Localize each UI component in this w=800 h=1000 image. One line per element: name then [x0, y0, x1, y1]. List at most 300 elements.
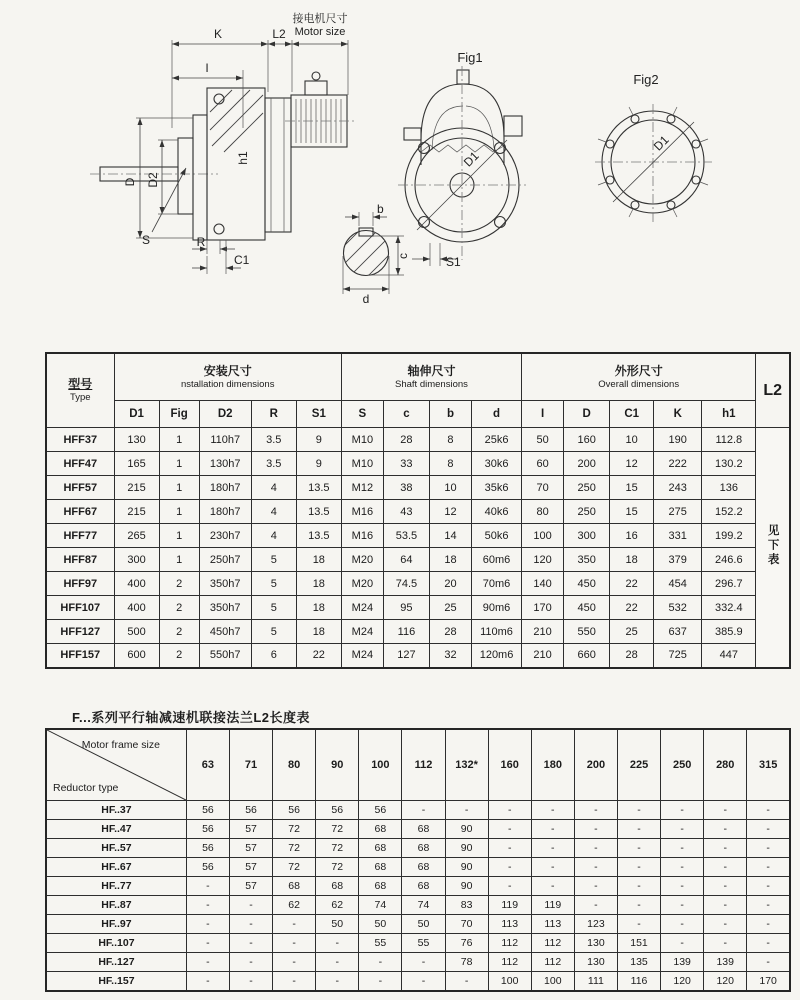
table-cell: 550: [564, 620, 610, 644]
table-cell: 90m6: [472, 596, 522, 620]
table-cell: 332.4: [702, 596, 756, 620]
table-cell: 454: [654, 572, 702, 596]
motor-size-label-en: Motor size: [294, 26, 346, 38]
table-cell: 68: [402, 858, 445, 877]
table-cell: 53.5: [383, 524, 429, 548]
table-cell: 152.2: [702, 500, 756, 524]
table-cell: 4: [251, 500, 296, 524]
table-cell: 120m6: [472, 644, 522, 668]
table-cell: M24: [341, 644, 383, 668]
table-cell: 165: [114, 452, 159, 476]
table-cell: -: [229, 953, 272, 972]
table-cell: -: [531, 858, 574, 877]
table-cell: M16: [341, 524, 383, 548]
table-cell: 12: [610, 452, 654, 476]
table-cell: -: [704, 839, 747, 858]
table-cell: 215: [114, 500, 159, 524]
table-cell: 60m6: [472, 548, 522, 572]
table-cell: 3.5: [251, 428, 296, 452]
table-cell: 28: [383, 428, 429, 452]
table-cell: -: [661, 858, 704, 877]
table-cell: 210: [522, 620, 564, 644]
table-cell: 72: [316, 858, 359, 877]
row-type-label: HF..77: [46, 877, 186, 896]
frame-size-132: 132*: [445, 729, 488, 801]
table-cell: 200: [564, 452, 610, 476]
row-type-label: HF..87: [46, 896, 186, 915]
table-cell: -: [273, 915, 316, 934]
table-cell: 12: [429, 500, 471, 524]
table-cell: 350h7: [199, 572, 251, 596]
table-cell: 120: [704, 972, 747, 991]
table-cell: 1: [159, 476, 199, 500]
table-cell: 2: [159, 572, 199, 596]
dim-label-l2: L2: [272, 27, 286, 41]
table-row: [46, 858, 790, 877]
fig1-dim-label-s1: S1: [446, 255, 461, 269]
frame-size-250: 250: [661, 729, 704, 801]
table-cell: 3.5: [251, 452, 296, 476]
row-type-label: HF..57: [46, 839, 186, 858]
frame-size-90: 90: [316, 729, 359, 801]
table-cell: -: [574, 877, 617, 896]
table-cell: 9: [296, 428, 341, 452]
fig2-drawing: [595, 72, 712, 222]
dim-label-i: I: [205, 61, 209, 75]
table-cell: 6: [251, 644, 296, 668]
table-cell: 5: [251, 572, 296, 596]
table-cell: -: [316, 953, 359, 972]
table-cell: 110h7: [199, 428, 251, 452]
table-cell: -: [273, 953, 316, 972]
table-cell: 2: [159, 620, 199, 644]
table-cell: M20: [341, 572, 383, 596]
l2-table-title: F...系列平行轴减速机联接法兰L2长度表: [72, 710, 311, 725]
table-cell: 20: [429, 572, 471, 596]
col-header-k: K: [654, 401, 702, 428]
table-cell: 18: [296, 572, 341, 596]
motor-frame-size-label: Motor frame size: [81, 739, 160, 751]
table-cell: 100: [531, 972, 574, 991]
table-cell: -: [273, 934, 316, 953]
table-cell: 78: [445, 953, 488, 972]
col-header-l2: L2: [756, 353, 790, 428]
table-cell: 246.6: [702, 548, 756, 572]
table-cell: -: [445, 801, 488, 820]
table-cell: 112.8: [702, 428, 756, 452]
col-header-d: d: [472, 401, 522, 428]
table-cell: 243: [654, 476, 702, 500]
fig1-dim-label-d1: D1: [460, 148, 482, 170]
table-cell: 151: [617, 934, 660, 953]
table-cell: 56: [186, 820, 229, 839]
table-cell: 56: [186, 858, 229, 877]
table-cell: 447: [702, 644, 756, 668]
table-cell: 110m6: [472, 620, 522, 644]
table-cell: 43: [383, 500, 429, 524]
table-cell: 4: [251, 476, 296, 500]
table-cell: 139: [661, 953, 704, 972]
table-cell: 600: [114, 644, 159, 668]
table-cell: -: [704, 934, 747, 953]
table-cell: -: [402, 801, 445, 820]
table-cell: 22: [296, 644, 341, 668]
table-cell: -: [704, 896, 747, 915]
installation-header-cn: 安装尺寸: [203, 363, 252, 378]
motor-size-label-cn: 接电机尺寸: [292, 13, 348, 25]
row-type-label: HFF157: [46, 644, 114, 668]
table-cell: -: [704, 877, 747, 896]
table-cell: 139: [704, 953, 747, 972]
table-cell: -: [186, 953, 229, 972]
table-cell: -: [229, 896, 272, 915]
table-cell: 100: [522, 524, 564, 548]
frame-size-315: 315: [747, 729, 790, 801]
table-cell: 56: [186, 839, 229, 858]
col-header-h1: h1: [702, 401, 756, 428]
table-cell: 62: [316, 896, 359, 915]
table-row: [46, 452, 790, 476]
frame-size-112: 112: [402, 729, 445, 801]
table-cell: 56: [273, 801, 316, 820]
table-cell: 116: [383, 620, 429, 644]
table-cell: 100: [488, 972, 531, 991]
table-cell: 215: [114, 476, 159, 500]
table-cell: 35k6: [472, 476, 522, 500]
table-cell: -: [402, 972, 445, 991]
table-cell: -: [402, 953, 445, 972]
dim-label-b: b: [377, 202, 384, 216]
table-cell: -: [704, 915, 747, 934]
table-cell: 112: [488, 934, 531, 953]
table-cell: -: [186, 915, 229, 934]
table-cell: -: [747, 858, 790, 877]
row-type-label: HFF107: [46, 596, 114, 620]
table-cell: -: [488, 820, 531, 839]
table-cell: 68: [402, 839, 445, 858]
table-row: [46, 934, 790, 953]
table-cell: 450h7: [199, 620, 251, 644]
table-cell: -: [661, 839, 704, 858]
installation-header-en: nstallation dimensions: [180, 378, 275, 390]
table-cell: -: [186, 896, 229, 915]
table-cell: -: [531, 877, 574, 896]
table-cell: 1: [159, 524, 199, 548]
diagonal-header-cell: [46, 729, 186, 801]
table-cell: 28: [429, 620, 471, 644]
table-cell: M24: [341, 620, 383, 644]
table-cell: 22: [610, 596, 654, 620]
table-cell: -: [359, 953, 402, 972]
table-cell: 130h7: [199, 452, 251, 476]
table-cell: 1: [159, 500, 199, 524]
table-cell: 68: [359, 877, 402, 896]
row-type-label: HFF77: [46, 524, 114, 548]
table-cell: -: [574, 896, 617, 915]
table-cell: 9: [296, 452, 341, 476]
dimension-table: [45, 352, 791, 669]
table-cell: 250: [564, 500, 610, 524]
table-cell: 660: [564, 644, 610, 668]
row-type-label: HF..97: [46, 915, 186, 934]
table-cell: 18: [610, 548, 654, 572]
frame-size-80: 80: [273, 729, 316, 801]
table-cell: 1: [159, 452, 199, 476]
shaft-section-drawing: [318, 202, 412, 308]
row-type-label: HFF57: [46, 476, 114, 500]
table-cell: 130.2: [702, 452, 756, 476]
table-cell: -: [617, 839, 660, 858]
table-cell: 18: [296, 620, 341, 644]
table-cell: -: [747, 801, 790, 820]
table-cell: -: [747, 877, 790, 896]
table-cell: -: [316, 934, 359, 953]
table-cell: 127: [383, 644, 429, 668]
table-cell: 40k6: [472, 500, 522, 524]
table-cell: -: [617, 820, 660, 839]
table-cell: -: [445, 972, 488, 991]
table-cell: -: [747, 953, 790, 972]
table-cell: 70: [522, 476, 564, 500]
table-cell: 5: [251, 596, 296, 620]
table-cell: 725: [654, 644, 702, 668]
dim-label-c1: C1: [234, 253, 250, 267]
table-cell: 55: [359, 934, 402, 953]
table-cell: 90: [445, 877, 488, 896]
table-cell: 10: [610, 428, 654, 452]
table-cell: -: [747, 896, 790, 915]
table-cell: 450: [564, 596, 610, 620]
table-row: [46, 877, 790, 896]
table-cell: 68: [316, 877, 359, 896]
table-cell: 57: [229, 858, 272, 877]
table-cell: 68: [402, 877, 445, 896]
table-row: [46, 500, 790, 524]
table-cell: 8: [429, 452, 471, 476]
table-cell: 90: [445, 858, 488, 877]
table-cell: 222: [654, 452, 702, 476]
table-cell: 16: [610, 524, 654, 548]
table-cell: 532: [654, 596, 702, 620]
table-cell: -: [531, 839, 574, 858]
table-cell: -: [574, 839, 617, 858]
table-cell: -: [229, 972, 272, 991]
table-cell: -: [747, 915, 790, 934]
table-cell: -: [661, 877, 704, 896]
dim-label-c: c: [396, 253, 410, 259]
frame-size-225: 225: [617, 729, 660, 801]
table-cell: 64: [383, 548, 429, 572]
table-cell: -: [316, 972, 359, 991]
table-cell: 72: [273, 820, 316, 839]
table-cell: 331: [654, 524, 702, 548]
row-type-label: HF..107: [46, 934, 186, 953]
table-cell: 25k6: [472, 428, 522, 452]
l2-length-table: [45, 728, 791, 992]
table-cell: 265: [114, 524, 159, 548]
table-cell: -: [661, 934, 704, 953]
frame-size-160: 160: [488, 729, 531, 801]
table-cell: 1: [159, 428, 199, 452]
table-cell: 72: [316, 820, 359, 839]
table-cell: 180h7: [199, 476, 251, 500]
table-cell: 38: [383, 476, 429, 500]
col-header-d1: D1: [114, 401, 159, 428]
table-cell: 15: [610, 476, 654, 500]
table-cell: 379: [654, 548, 702, 572]
col-header-dd: D: [564, 401, 610, 428]
table-cell: -: [273, 972, 316, 991]
table-cell: 230h7: [199, 524, 251, 548]
dim-label-h1: h1: [236, 151, 250, 165]
table-cell: 56: [316, 801, 359, 820]
table-row: [46, 524, 790, 548]
table-cell: 2: [159, 596, 199, 620]
col-header-r: R: [251, 401, 296, 428]
table-row: [46, 896, 790, 915]
table-cell: 55: [402, 934, 445, 953]
table-cell: 56: [186, 801, 229, 820]
table-cell: 56: [359, 801, 402, 820]
col-header-i: I: [522, 401, 564, 428]
table-cell: 111: [574, 972, 617, 991]
table-cell: -: [488, 877, 531, 896]
table-cell: 160: [564, 428, 610, 452]
fig1-caption: Fig1: [457, 50, 483, 65]
group-header-installation: [114, 353, 341, 401]
table-cell: 90: [445, 820, 488, 839]
table-cell: 25: [429, 596, 471, 620]
table-cell: 74: [402, 896, 445, 915]
table-cell: 130: [574, 953, 617, 972]
table-cell: -: [488, 801, 531, 820]
frame-size-100: 100: [359, 729, 402, 801]
table-cell: 62: [273, 896, 316, 915]
table-cell: -: [617, 915, 660, 934]
table-cell: -: [488, 858, 531, 877]
table-cell: -: [704, 801, 747, 820]
table-cell: -: [186, 934, 229, 953]
table-cell: -: [747, 820, 790, 839]
table-cell: 50: [522, 428, 564, 452]
table-row: [46, 548, 790, 572]
table-cell: 74.5: [383, 572, 429, 596]
table-cell: 50: [359, 915, 402, 934]
table-cell: 68: [359, 839, 402, 858]
table-cell: -: [661, 896, 704, 915]
table-cell: 68: [402, 820, 445, 839]
table-cell: -: [617, 858, 660, 877]
table-cell: 275: [654, 500, 702, 524]
dimension-table-wrapper: [45, 352, 791, 669]
row-type-label: HFF87: [46, 548, 114, 572]
group-header-shaft: [341, 353, 521, 401]
table-cell: 33: [383, 452, 429, 476]
table-cell: 32: [429, 644, 471, 668]
table-cell: 22: [610, 572, 654, 596]
table-cell: 113: [531, 915, 574, 934]
type-header-cn: 型号: [68, 377, 93, 391]
overall-header-en: Overall dimensions: [598, 378, 680, 390]
table-cell: 300: [114, 548, 159, 572]
col-header-fig: Fig: [159, 401, 199, 428]
row-type-label: HFF127: [46, 620, 114, 644]
table-row: [46, 972, 790, 991]
dim-label-r: R: [196, 235, 206, 249]
table-cell: 116: [617, 972, 660, 991]
table-row: [46, 596, 790, 620]
table-cell: 74: [359, 896, 402, 915]
table-cell: 112: [531, 934, 574, 953]
shaft-header-en: Shaft dimensions: [395, 378, 468, 390]
table-cell: M10: [341, 452, 383, 476]
table-cell: -: [747, 934, 790, 953]
col-header-s: S: [341, 401, 383, 428]
row-type-label: HFF97: [46, 572, 114, 596]
table-cell: 119: [488, 896, 531, 915]
table-cell: -: [229, 915, 272, 934]
table-cell: 72: [273, 858, 316, 877]
table-cell: 13.5: [296, 500, 341, 524]
table-cell: 550h7: [199, 644, 251, 668]
table-cell: 120: [661, 972, 704, 991]
table-cell: -: [531, 820, 574, 839]
table-row: [46, 953, 790, 972]
table-row: [46, 839, 790, 858]
table-cell: 130: [114, 428, 159, 452]
table-cell: 5: [251, 548, 296, 572]
table-cell: -: [488, 839, 531, 858]
dim-label-d2: D2: [146, 172, 160, 188]
table-cell: 13.5: [296, 524, 341, 548]
table-cell: 136: [702, 476, 756, 500]
table-cell: 130: [574, 934, 617, 953]
l2-table-body: [46, 801, 790, 991]
shaft-header-cn: 轴伸尺寸: [407, 363, 456, 378]
table-cell: -: [186, 877, 229, 896]
table-cell: -: [574, 820, 617, 839]
overall-header-cn: 外形尺寸: [614, 363, 663, 378]
table-cell: -: [617, 877, 660, 896]
col-header-c: c: [383, 401, 429, 428]
table-cell: -: [574, 801, 617, 820]
col-header-c1: C1: [610, 401, 654, 428]
drawings-svg: [0, 0, 800, 348]
table-cell: 180h7: [199, 500, 251, 524]
row-type-label: HFF47: [46, 452, 114, 476]
table-cell: 8: [429, 428, 471, 452]
table-cell: 119: [531, 896, 574, 915]
table-cell: 1: [159, 548, 199, 572]
table-cell: 57: [229, 839, 272, 858]
fig2-caption: Fig2: [633, 72, 659, 87]
table-cell: 250: [564, 476, 610, 500]
dim-label-s: S: [141, 233, 151, 247]
table-cell: 14: [429, 524, 471, 548]
table-cell: 68: [273, 877, 316, 896]
row-type-label: HFF37: [46, 428, 114, 452]
table-cell: 112: [531, 953, 574, 972]
fig1-drawing: [398, 50, 526, 269]
table-cell: -: [617, 896, 660, 915]
table-cell: M20: [341, 548, 383, 572]
table-cell: 18: [429, 548, 471, 572]
col-header-s1: S1: [296, 401, 341, 428]
table-cell: 5: [251, 620, 296, 644]
table-cell: 637: [654, 620, 702, 644]
table-cell: 10: [429, 476, 471, 500]
table-row: [46, 915, 790, 934]
